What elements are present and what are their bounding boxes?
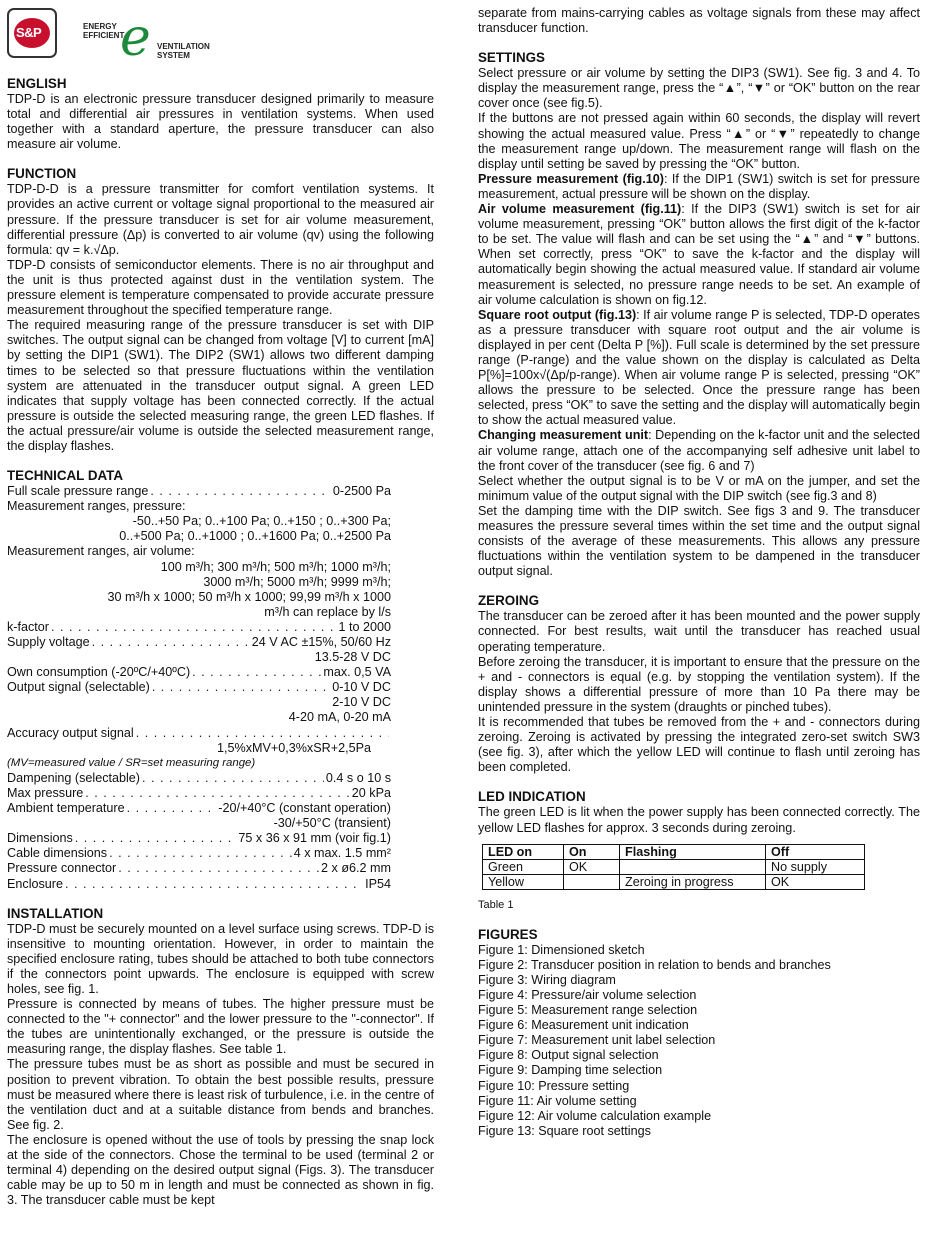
list-item: Figure 5: Measurement range selection <box>478 1003 698 1018</box>
tech-row-dimensions: Dimensions . . . 75 x 36 x 91 mm (voir fig.1) <box>7 831 391 846</box>
tech-row-accuracy: Accuracy output signal . . . <box>7 726 391 741</box>
function-p3: The required measuring range of the pressure transducer is set with DIP switches. The output signal can be changed from voltage [V] to current [mA] by setting the DIP1 (SW1). The DIP2 (SW1) allows two different damping times to be selected so that pressure fluctuations within the ventilation system are attenuated in the transducer output signal. A green LED indicates that supply voltage has been connected correctly. If the actual pressure is outside the selected measuring range, the green LED flashes. If the actual pressure/air volume is outside the selected measurement range, the display flashes. <box>7 318 434 453</box>
list-item: Figure 1: Dimensioned sketch <box>478 942 645 957</box>
tech-meas-pressure-label: Measurement ranges, pressure: <box>7 499 186 514</box>
ee-logo-text-left: ENERGY EFFICIENT <box>83 22 125 40</box>
led-table-header: LED on On Flashing Off <box>483 844 865 859</box>
settings-p1: Select pressure or air volume by setting the DIP3 (SW1). See fig. 3 and 4. To display the measurement range, press the “▲”, “▼” or “OK” button on the rear cover once (see fig.5). <box>478 66 920 111</box>
ee-logo-text-right: VENTILATION SYSTEM <box>157 42 210 60</box>
list-item: Figure 7: Measurement unit label selection <box>478 1033 716 1048</box>
settings-air-volume-measurement: Air volume measurement (fig.11): If the DIP3 (SW1) switch is set for air volume measurement, pressing “OK” button allows the first digit of the k-factor to be set. The value will flash and can be set using the “▲” and “▼” buttons. When set correctly, press “OK” to save the k-factor and the display will automatically begin showing the actual measured value. If standard air volume measurement is selected, no pressure range needs to be set. An example of air volume calculation is shown on fig.12. <box>478 202 920 307</box>
heading-function: FUNCTION <box>7 166 77 182</box>
tech-accuracy-note: (MV=measured value / SR=set measuring range) <box>7 756 256 769</box>
led-p1: The green LED is lit when the power supply has been connected correctly. The yellow LED flashes for approx. 3 seconds during zeroing. <box>478 805 920 835</box>
sp-logo <box>7 8 57 58</box>
table-row: Green OK No supply <box>483 859 865 874</box>
tech-row-ambient: Ambient temperature . . . -20/+40°C (constant operation) <box>7 801 391 816</box>
figures-list <box>478 943 920 1139</box>
function-p2: TDP-D consists of semiconductor elements. There is no air throughput and the unit is thus protected against dust in the ventilation system. The pressure element is temperature compensated to provide accurate pressure measurement throughout the specified temperature range. <box>7 257 434 318</box>
sp-logo-text: S&P <box>16 25 42 40</box>
brand-logo <box>7 8 247 68</box>
list-item: Figure 12: Air volume calculation example <box>478 1108 712 1123</box>
settings-p2: If the buttons are not pressed again within 60 seconds, the display will revert showing the actual measured value. Press “▲” or “▼” repeatedly to change the measurement range up/down. The measurement range will flash on the display until setting be saved by pressing the “OK” button. <box>478 111 920 171</box>
left-column <box>7 76 434 1208</box>
installation-p2: Pressure is connected by means of tubes. The higher pressure must be connected to the "+ connector" and the lower pressure to the "-connector". If the tubes are unintentionally exchanged, or the pressure is outside the measuring range, the display flashes. See table 1. <box>7 997 434 1057</box>
list-item: Figure 10: Pressure setting <box>478 1078 630 1093</box>
table-row: Yellow Zeroing in progress OK <box>483 874 865 889</box>
list-item: Figure 4: Pressure/air volume selection <box>478 987 697 1002</box>
installation-p4: The enclosure is opened without the use of tools by pressing the snap lock at the side of the connectors. Chose the terminal to be used (terminal 2 or terminal 4) depending on the desired output signal (Figs. 3). The transducer cable may be up to 50 m in length and must be connected as shown in fig. 3. The transducer cable must be kept <box>7 1132 434 1208</box>
heading-installation: INSTALLATION <box>7 905 104 921</box>
list-item: Figure 3: Wiring diagram <box>478 972 616 987</box>
list-item: Figure 2: Transducer position in relation to bends and branches <box>478 957 831 972</box>
table-caption: Table 1 <box>478 898 514 911</box>
zeroing-p2: Before zeroing the transducer, it is important to ensure that the pressure on the + and - connectors is equal (e.g. by stopping the ventilation system). If the display shows a differential pressure of more than 10 Pa there may be unintended pressure in the system (draughts or pinched tubes). <box>478 654 920 714</box>
right-column <box>478 6 920 1139</box>
heading-figures: FIGURES <box>478 926 538 942</box>
function-p1: TDP-D-D is a pressure transmitter for comfort ventilation systems. It provides an active current or voltage signal proportional to the measured air pressure. If the pressure transducer is set for air volume measurement, differential pressure (Δp) is converted to air volume (qv) using the following formula: qv = k.√Δp. <box>7 182 434 257</box>
list-item: Figure 6: Measurement unit indication <box>478 1018 689 1033</box>
technical-data: Full scale pressure range . . . 0-2500 Pa Measurement ranges, pressure: -50..+50 Pa; 0..+100 Pa; 0..+150 ; 0..+300 Pa; 0..+500 Pa; 0..+1000 ; 0..+1600 Pa; 0..+2500 Pa Measurement ranges, air volume: 100 m³/h; 300 m³/h; 500 m³/h; 1000 m³/h; 3000 m³/h; 5000 m³/h; 9999 m³/h; 30 m³/h x 1000; 50 m³/h x 1000; 99,99 m³/h x 1000 m³/h can replace by l/s k-factor . . . 1 to 2000 Supply voltage . . . 24 V AC ±15%, 50/60 Hz 13.5-28 V DC Own consumption (-20ºC/+40ºC) . . . max. 0,5 VA Output signal (selectable) . . . 0-10 V DC 2-10 V DC 4-20 mA, 0-20 mA Accuracy output signal . . . 1,5%xMV+0,3%xSR+2,5Pa (MV=measured value / SR=set measuring range) Dampening (selectable) . . . 0.4 s o 10 s Max pressure . . . 20 kPa Ambient temperature . . . -20/+40°C (constant operation) -30/+50°C (transient) Dimensions . . . 75 x 36 x 91 mm (voir fig.1) Cable dimensions . . . 4 x max. 1.5 mm² Pressure connector . . . 2 x ø6.2 mm Enclosure . . . IP54 <box>7 484 391 892</box>
tech-row-enclosure: Enclosure . . . IP54 <box>7 877 391 892</box>
english-text: TDP-D is an electronic pressure transducer designed primarily to measure total and differential air pressures in ventilation systems. When used together with a standard aperture, the pressure transducer can also measure air volume. <box>7 92 434 152</box>
list-item: Figure 13: Square root settings <box>478 1123 651 1138</box>
zeroing-p1: The transducer can be zeroed after it has been mounted and the power supply connected. For best results, wait until the transducer has reached usual operating temperature. <box>478 609 920 654</box>
tech-row-cable: Cable dimensions . . . 4 x max. 1.5 mm² <box>7 846 391 861</box>
installation-p1: TDP-D must be securely mounted on a level surface using screws. TDP-D is insensitive to mounting orientation. However, in order to maintain the specified enclosure rating, tubes should be attached to both tube connectors if the connectors point upwards. The enclosure is equipped with screw holes, see fig. 1. <box>7 921 434 996</box>
settings-changing-unit: Changing measurement unit: Depending on the k-factor unit and the selected air volume range, attach one of the accompanying self adhesive unit label to the front cover of the transducer (see fig. 6 and 7) <box>478 428 920 473</box>
tech-row-connector: Pressure connector . . . 2 x ø6.2 mm <box>7 861 391 876</box>
ee-logo-letter: e <box>120 8 151 68</box>
settings-damping: Set the damping time with the DIP switch. See figs 3 and 9. The transducer measures the pressure several times within the set time and the output signal consists of the average of these measurements. This allows any pressure fluctuations within the ventilation system to be dampened in the transducer output signal. <box>478 503 920 579</box>
led-table <box>482 844 865 890</box>
tech-row-fullscale: Full scale pressure range . . . 0-2500 Pa <box>7 484 391 499</box>
tech-row-maxpressure: Max pressure . . . 20 kPa <box>7 786 391 801</box>
tech-row-supply: Supply voltage . . . 24 V AC ±15%, 50/60 Hz <box>7 635 391 650</box>
list-item: Figure 11: Air volume setting <box>478 1093 637 1108</box>
list-item: Figure 8: Output signal selection <box>478 1048 659 1063</box>
tech-meas-air-label: Measurement ranges, air volume: <box>7 544 195 559</box>
heading-technical: TECHNICAL DATA <box>7 468 124 484</box>
heading-settings: SETTINGS <box>478 50 545 66</box>
tech-row-kfactor: k-factor . . . 1 to 2000 <box>7 620 391 635</box>
tech-row-output: Output signal (selectable) . . . 0-10 V DC <box>7 680 391 695</box>
installation-p4-continued: separate from mains-carrying cables as voltage signals from these may affect transducer function. <box>478 6 920 36</box>
heading-led: LED INDICATION <box>478 789 586 805</box>
tech-row-dampening: Dampening (selectable) . . . 0.4 s o 10 s <box>7 771 391 786</box>
heading-zeroing: ZEROING <box>478 593 540 609</box>
settings-pressure-measurement: Pressure measurement (fig.10): If the DIP1 (SW1) switch is set for pressure measurement, actual pressure will be shown on the display. <box>478 171 920 201</box>
installation-p3: The pressure tubes must be as short as possible and must be secured in position to prevent vibration. To obtain the best possible results, pressure must be measured where there is least risk of turbulence, i.e. in the centre of the ventilation duct and at a suitable distance from bends and branches. See fig. 2. <box>7 1057 435 1132</box>
tech-row-consumption: Own consumption (-20ºC/+40ºC) . . . max. 0,5 VA <box>7 665 391 680</box>
zeroing-p3: It is recommended that tubes be removed from the + and - connectors during zeroing. Zeroing is activated by pressing the integrated zero-set switch SW3 (see fig. 3), after which the yellow LED will continue to flash until zeroing has been completed. <box>478 715 920 775</box>
settings-square-root-output: Square root output (fig.13): If air volume range P is selected, TDP-D operates as a pressure transducer with square root output and the air volume is displayed in per cent (Delta P [%]). Full scale is determined by the set pressure range (P-range) and the value shown on the display is calculated as Delta P[%]=100x√(Δp/p-range). When air volume range P is selected, pressing “OK” allows the pressure to be selected. Once the pressure range has been selected, press “OK” to save the setting and the display will automatically begin to show the actual measured value. <box>478 307 920 428</box>
settings-output-signal: Select whether the output signal is to be V or mA on the jumper, and set the minimum value of the output signal with the DIP switch (see fig.3 and 8) <box>478 473 920 503</box>
heading-english: ENGLISH <box>7 76 67 91</box>
list-item: Figure 9: Damping time selection <box>478 1063 663 1078</box>
